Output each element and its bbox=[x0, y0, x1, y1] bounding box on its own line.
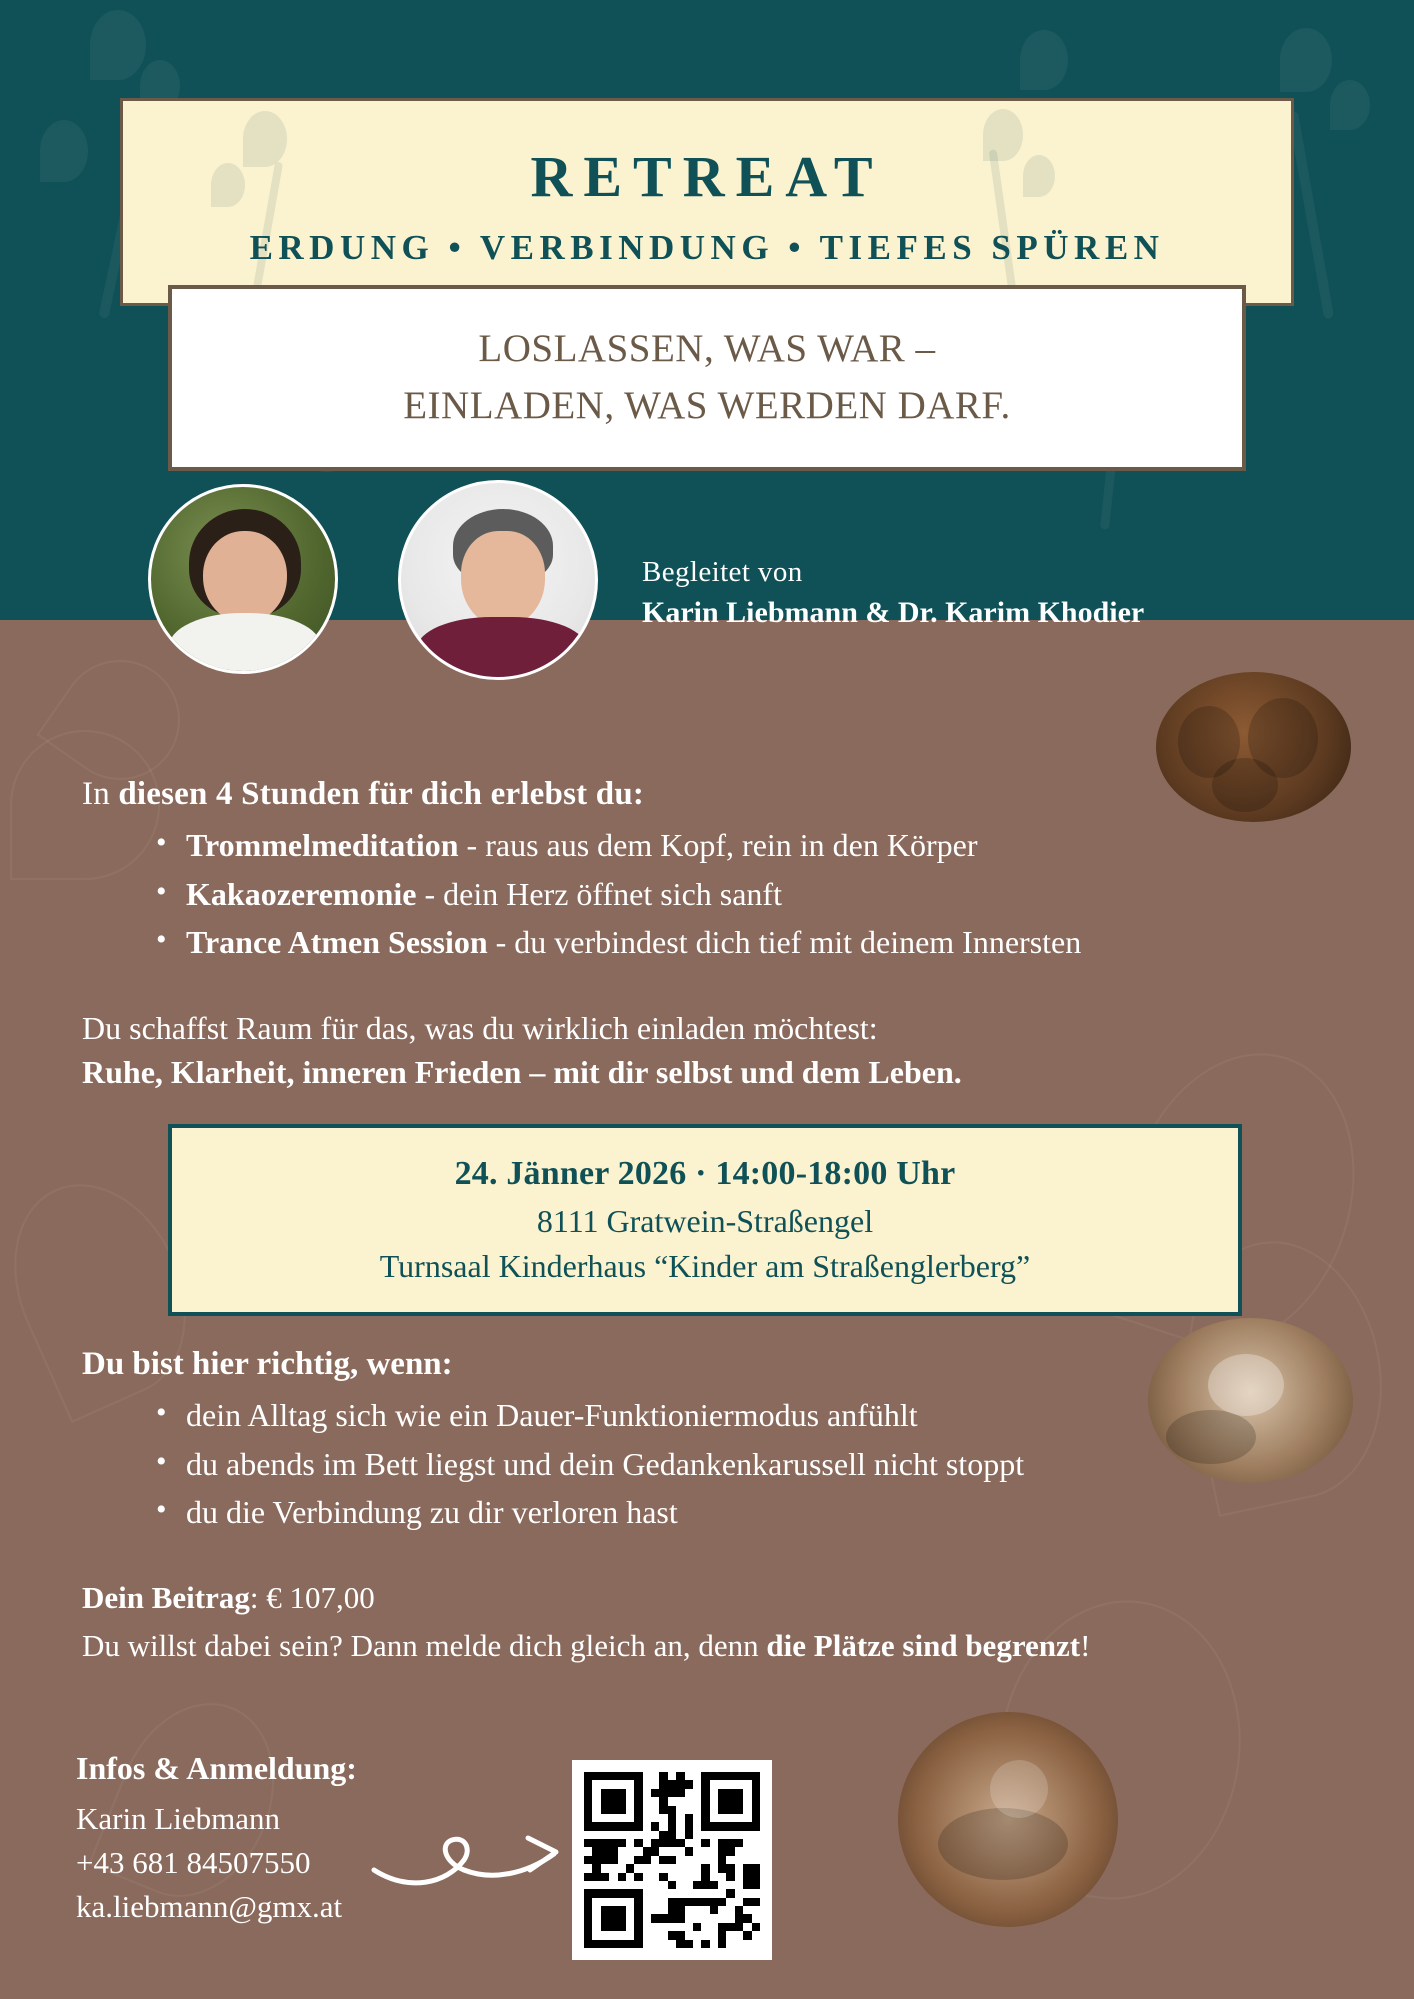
page-subtitle: ERDUNG • VERBINDUNG • TIEFES SPÜREN bbox=[249, 228, 1165, 267]
page-title: RETREAT bbox=[530, 144, 884, 209]
event-details-box bbox=[168, 1124, 1242, 1316]
event-date-time: 24. Jänner 2026 · 14:00-18:00 Uhr bbox=[454, 1155, 956, 1192]
experience-lead-plain: In bbox=[82, 776, 119, 812]
list-item bbox=[186, 870, 1332, 919]
cta-bold: die Plätze sind begrenzt bbox=[766, 1628, 1081, 1663]
fit-section bbox=[82, 1346, 1362, 1537]
hosts-lead: Begleitet von bbox=[642, 556, 803, 588]
experience-item-2-rest: - du verbindest dich tief mit deinem Innersten bbox=[487, 924, 1082, 961]
list-item: • dein Alltag sich wie ein Dauer-Funktioniermodus anfühlt bbox=[186, 1391, 1362, 1440]
cta-plain: Du willst dabei sein? Dann melde dich gleich an, denn bbox=[82, 1628, 767, 1663]
header-banner bbox=[120, 98, 1294, 306]
space-line-2: Ruhe, Klarheit, inneren Frieden – mit dir selbst und dem Leben. bbox=[82, 1054, 962, 1090]
quote-box bbox=[168, 285, 1246, 471]
event-city: 8111 Gratwein-Straßengel bbox=[536, 1203, 874, 1239]
fit-list bbox=[82, 1391, 1362, 1537]
experience-section bbox=[82, 776, 1332, 967]
quote-line-1: LOSLASSEN, WAS WAR – bbox=[478, 327, 936, 371]
avatar-karim-khodier bbox=[398, 480, 598, 680]
qr-code[interactable] bbox=[572, 1760, 772, 1960]
price-value: : € 107,00 bbox=[249, 1580, 375, 1615]
experience-item-1-rest: - dein Herz öffnet sich sanft bbox=[416, 875, 782, 912]
space-line-1: Du schaffst Raum für das, was du wirklich einladen möchtest: bbox=[82, 1010, 878, 1046]
price-label: Dein Beitrag bbox=[82, 1580, 250, 1615]
list-item: • du die Verbindung zu dir verloren hast bbox=[186, 1488, 1362, 1537]
quote-line-2: EINLADEN, WAS WERDEN DARF. bbox=[403, 384, 1011, 427]
hosts-names: Karin Liebmann & Dr. Karim Khodier bbox=[642, 596, 1145, 629]
curved-arrow-icon bbox=[368, 1818, 568, 1898]
experience-item-0-rest: - raus aus dem Kopf, rein in den Körper bbox=[458, 827, 978, 863]
list-item bbox=[186, 821, 1332, 870]
experience-list bbox=[82, 821, 1332, 967]
fit-heading: Du bist hier richtig, wenn: bbox=[82, 1346, 453, 1382]
list-item bbox=[186, 918, 1332, 967]
experience-lead-bold: diesen 4 Stunden für dich erlebst du: bbox=[118, 776, 645, 812]
hosts-block bbox=[642, 556, 1144, 630]
cta-line bbox=[82, 1628, 1372, 1664]
experience-lead bbox=[82, 776, 1332, 813]
event-venue: Turnsaal Kinderhaus “Kinder am Straßenglerberg” bbox=[379, 1248, 1031, 1284]
contact-phone[interactable]: +43 681 84507550 bbox=[76, 1845, 311, 1881]
photo-breathwork bbox=[898, 1712, 1118, 1927]
space-section bbox=[82, 1010, 1332, 1091]
price-line bbox=[82, 1580, 1372, 1616]
avatar-karin-liebmann bbox=[148, 484, 338, 674]
contact-name: Karin Liebmann bbox=[76, 1801, 281, 1836]
experience-item-1-bold: Kakaozeremonie bbox=[186, 875, 417, 912]
list-item: • du abends im Bett liegst und dein Gedankenkarussell nicht stoppt bbox=[186, 1440, 1362, 1489]
cta-end: ! bbox=[1080, 1628, 1091, 1663]
price-section bbox=[82, 1580, 1372, 1664]
contact-email[interactable]: ka.liebmann@gmx.at bbox=[76, 1889, 343, 1925]
experience-item-2-bold: Trance Atmen Session bbox=[186, 924, 488, 961]
experience-item-0-bold: Trommelmeditation bbox=[186, 827, 459, 863]
contact-heading: Infos & Anmeldung: bbox=[76, 1750, 357, 1786]
